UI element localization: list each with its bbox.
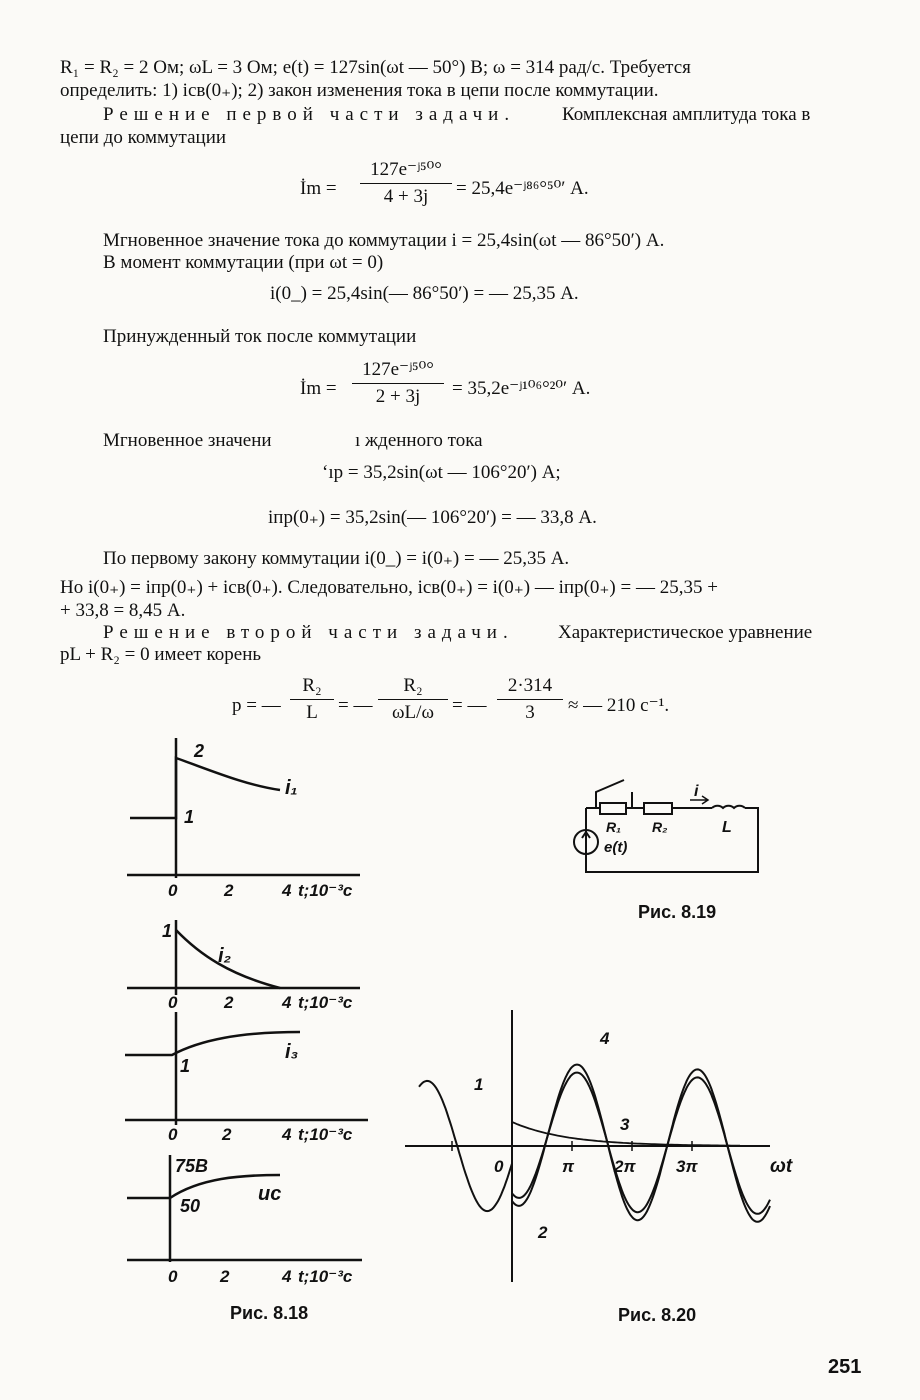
text-line-2: определить: 1) iсв(0₊); 2) закон изменения тока в цепи после коммутации. (60, 80, 659, 101)
fig818-p2-mark1: 1 (162, 921, 173, 941)
eq6-eq2: = — (452, 695, 487, 716)
eq5: iпр(0₊) = 35,2sin(— 106°20′) = — 33,8 А. (268, 507, 597, 528)
fig818-p1-curve (130, 758, 280, 818)
fig818-p2-tick-2: 2 (224, 993, 234, 1012)
eq3-rhs: = 35,2e⁻ʲ¹⁰⁶°²⁰′ А. (452, 378, 591, 399)
fig820-tick-label-2pi: 2π (614, 1157, 636, 1176)
eq1-numerator: 127e⁻ʲ⁵⁰° (360, 158, 452, 184)
fig818-p3-axis-label: t;10⁻³с (298, 1125, 353, 1144)
section-heading-2: Решение второй части задачи. (103, 622, 514, 643)
eq6-f1-denominator: L (306, 702, 318, 723)
eq6-f2-numerator: R₂ (378, 675, 448, 700)
fig818-p4-tick-4: 4 (282, 1267, 292, 1286)
fig818-p4-label: uс (258, 1183, 282, 1205)
eq6-eq1: = — (338, 695, 373, 716)
fig818-p4-mark1: 75В (175, 1156, 209, 1176)
eq3-numerator: 127e⁻ʲ⁵⁰° (352, 358, 444, 384)
eq2: i(0_) = 25,4sin(— 86°50′) = — 25,35 А. (270, 283, 579, 304)
eq3-lhs: İm = (300, 378, 337, 399)
fig818-plot-1 (127, 738, 360, 900)
eq6-p: p = — (232, 695, 281, 716)
fig818-p1-label: i₁ (285, 777, 298, 799)
label-l: L (722, 819, 732, 836)
fig818-p4-axis-label: t;10⁻³с (298, 1267, 353, 1286)
resistor-r1 (600, 803, 626, 814)
eq6-f1-numerator: R₂ (290, 675, 334, 700)
inductor-l (712, 806, 745, 808)
eq1-denominator: 4 + 3j (383, 186, 429, 207)
fig818-p3-tick-4: 4 (282, 1125, 292, 1144)
fig818-p4-mark2: 50 (180, 1196, 201, 1216)
eq4: ʻıр = 35,2sin(ωt — 106°20′) А; (322, 462, 561, 483)
fig818-p4-tick-2: 2 (220, 1267, 230, 1286)
label-r2: R₂ (652, 819, 668, 835)
figure-8-20 (405, 1010, 793, 1282)
eq6-f2-denominator: ωL/ω (392, 702, 434, 723)
figure-8-19 (574, 780, 758, 872)
eq3-denominator: 2 + 3j (375, 386, 421, 407)
text-line-8b: ı жденного тока (355, 430, 483, 451)
label-r1: R₁ (606, 819, 622, 835)
fig820-axis-label: ωt (770, 1156, 793, 1177)
eq6-f3-denominator: 3 (525, 702, 535, 723)
caption-fig-8-18: Рис. 8.18 (230, 1303, 309, 1323)
fig818-p2-tick-0: 0 (168, 993, 178, 1012)
fig818-p3-curve (125, 1032, 300, 1055)
fig818-p2-axis-label: t;10⁻³с (298, 993, 353, 1012)
text-line-4: цепи до коммутации (60, 127, 227, 148)
fig818-p3-label: i₃ (285, 1041, 299, 1063)
fig820-tick-label-pi: π (562, 1157, 575, 1176)
text-line-3: Комплексная амплитуда тока в (562, 104, 811, 125)
text-line-1: R₁ = R₂ = 2 Ом; ωL = 3 Ом; e(t) = 127sin(ωt — 50°) В; ω = 314 рад/с. Требуется (60, 57, 691, 78)
fig820-label-1: 1 (474, 1075, 484, 1094)
text-line-11: + 33,8 = 8,45 А. (60, 600, 186, 621)
eq1-rhs: = 25,4e⁻ʲ⁸⁶°⁵⁰′ А. (456, 178, 589, 199)
text-line-12: Характеристическое уравнение (558, 622, 813, 643)
section-heading-1: Решение первой части задачи. (103, 104, 516, 125)
text-line-6: В момент коммутации (при ωt = 0) (103, 252, 384, 273)
fig818-p2-label: i₂ (218, 945, 232, 967)
page-number: 251 (828, 1356, 862, 1378)
resistor-r2 (644, 803, 672, 814)
eq6-f3-numerator: 2·314 (497, 675, 563, 700)
fig820-label-2: 2 (538, 1223, 548, 1242)
text-line-10: Но i(0₊) = iпр(0₊) + iсв(0₊). Следовательно, iсв(0₊) = i(0₊) — iпр(0₊) = — 25,35 + (60, 577, 718, 598)
current-arrow-icon (690, 796, 708, 804)
text-line-9: По первому закону коммутации i(0_) = i(0₊) = — 25,35 А. (103, 548, 570, 569)
label-i: i (694, 783, 699, 800)
fig818-p3-tick-0: 0 (168, 1125, 178, 1144)
text-line-13: pL + R₂ = 0 имеет корень (60, 644, 262, 665)
fig818-p3-tick-2: 2 (222, 1125, 232, 1144)
fig818-plot-4 (127, 1155, 362, 1286)
fig818-plot-3 (125, 1012, 368, 1144)
fig818-p1-axis-label: t;10⁻³с (298, 881, 353, 900)
eq6-rhs: ≈ — 210 с⁻¹. (568, 695, 670, 716)
source-arrow-icon (582, 832, 590, 852)
fig820-label-3: 3 (620, 1115, 630, 1134)
fig820-tick-label-3pi: 3π (676, 1157, 698, 1176)
fig818-p3-mark1: 1 (180, 1056, 191, 1076)
fig820-tick-label-0: 0 (494, 1157, 504, 1176)
fig818-p1-tick-2: 2 (224, 881, 234, 900)
caption-fig-8-20: Рис. 8.20 (618, 1305, 697, 1325)
fig818-p1-tick-4: 4 (282, 881, 292, 900)
fig818-plot-2 (127, 920, 360, 1012)
fig818-p2-tick-4: 4 (282, 993, 292, 1012)
text-line-5: Мгновенное значение тока до коммутации i = 25,4sin(ωt — 86°50′) А. (103, 230, 665, 251)
fig818-p1-mark1: 1 (184, 807, 195, 827)
text-line-8a: Мгновенное значени (103, 430, 272, 451)
fig820-label-4: 4 (600, 1029, 610, 1048)
text-line-7: Принужденный ток после коммутации (103, 326, 417, 347)
fig818-p1-mark2: 2 (194, 741, 205, 761)
fig818-p4-tick-0: 0 (168, 1267, 178, 1286)
label-e: e(t) (604, 839, 628, 856)
fig818-p1-tick-0: 0 (168, 881, 178, 900)
eq1-lhs: İm = (300, 178, 337, 199)
caption-fig-8-19: Рис. 8.19 (638, 902, 717, 922)
